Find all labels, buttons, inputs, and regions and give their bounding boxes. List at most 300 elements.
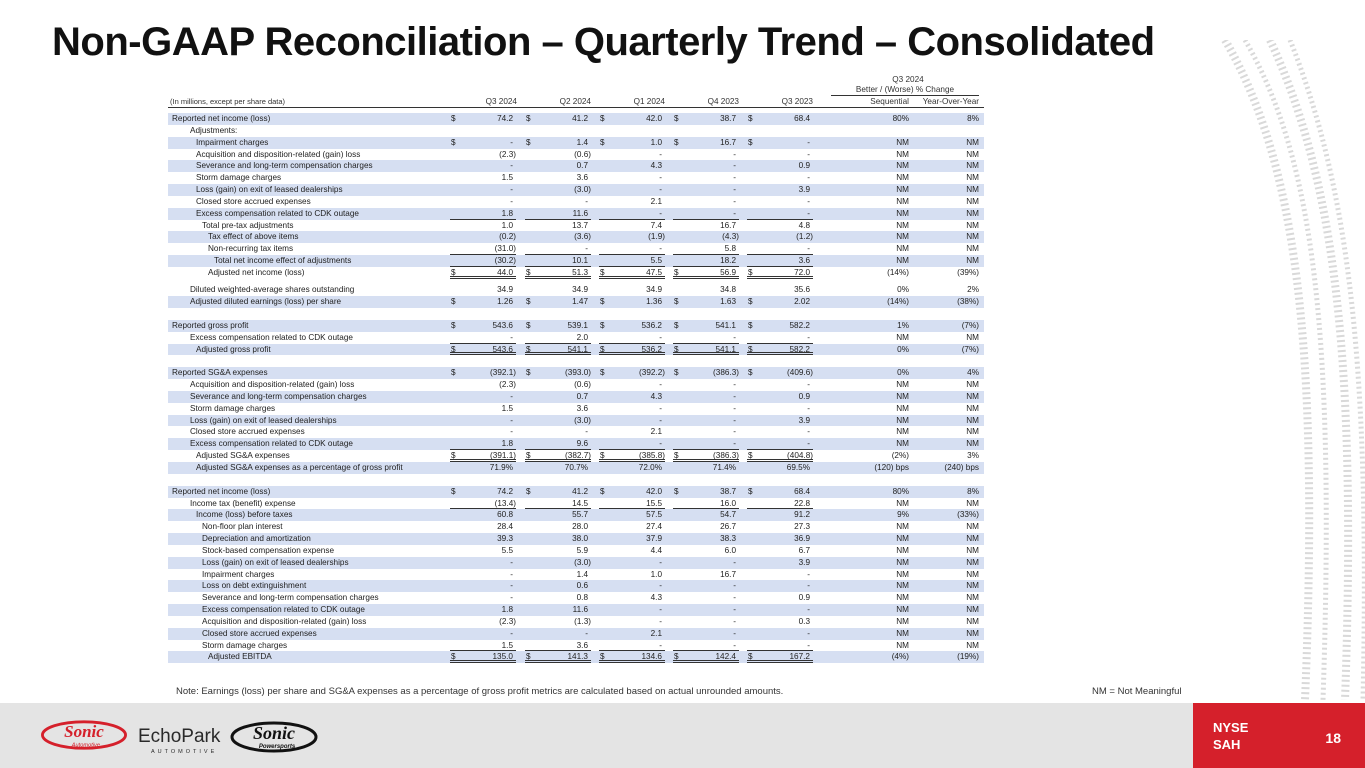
value-cell: 1.5	[501, 403, 513, 413]
value-cell: (2.3)	[499, 149, 516, 159]
table-row	[168, 367, 984, 379]
sequential-change: (14%)	[887, 267, 909, 277]
row-label: Adjusted gross profit	[196, 344, 271, 354]
value-cell: 141.3	[567, 652, 588, 662]
dollar-sign: $	[748, 344, 753, 354]
dollar-sign: $	[451, 368, 456, 378]
value-cell: 5.5	[650, 256, 662, 266]
value-cell: (409.6)	[787, 368, 813, 378]
value-cell: 27.4	[646, 522, 662, 532]
value-cell: -	[510, 593, 513, 603]
row-label: Total net income effect of adjustments	[214, 256, 352, 266]
year-over-year-change: NM	[966, 545, 979, 555]
sequential-change: NM	[896, 534, 909, 544]
dollar-sign: $	[748, 297, 753, 307]
value-cell: -	[510, 196, 513, 206]
value-cell: -	[659, 581, 662, 591]
value-cell: -	[659, 244, 662, 254]
row-label: Diluted weighted-average shares outstanding	[190, 285, 355, 295]
value-cell: 1.47	[572, 297, 588, 307]
year-over-year-change: (38%)	[957, 297, 979, 307]
sonic-logo-text: Sonic	[64, 721, 104, 741]
row-label: Reported gross profit	[172, 320, 249, 330]
value-cell: 69.5%	[786, 462, 810, 472]
sequential-change: NM	[896, 593, 909, 603]
row-label: Adjusted diluted earnings (loss) per share	[190, 297, 342, 307]
value-cell: 44.0	[497, 267, 513, 277]
value-cell: 47.5	[646, 267, 662, 277]
value-cell: 41.2	[572, 486, 588, 496]
column-header: Sequential	[870, 97, 909, 106]
row-label: Severance and long-term compensation charges	[190, 391, 367, 401]
sequential-change: NM	[896, 403, 909, 413]
value-cell: 582.2	[789, 344, 810, 354]
value-cell: 74.2	[497, 486, 513, 496]
nm-footnote: NM = Not Meaningful	[1092, 686, 1182, 697]
row-label: Excess compensation related to CDK outage	[190, 332, 353, 342]
column-header: Year-Over-Year	[922, 97, 979, 106]
value-cell: 38.3	[720, 534, 736, 544]
table-row	[168, 403, 984, 415]
dollar-sign: $	[451, 486, 456, 496]
table-row	[168, 125, 984, 137]
dollar-sign: $	[600, 320, 605, 330]
table-row	[168, 521, 984, 533]
sequential-change: NM	[896, 332, 909, 342]
table-row	[168, 220, 984, 232]
value-cell: 28.0	[572, 522, 588, 532]
value-cell: -	[733, 173, 736, 183]
value-cell: -	[585, 427, 588, 437]
year-over-year-change: NM	[966, 220, 979, 230]
year-over-year-change: 8%	[967, 114, 979, 123]
year-over-year-change: NM	[966, 628, 979, 638]
row-label: Adjusted net income (loss)	[208, 267, 305, 277]
table-row	[168, 557, 984, 569]
dollar-sign: $	[600, 486, 605, 496]
echopark-logo	[138, 722, 222, 756]
value-cell: 541.1	[567, 344, 588, 354]
value-cell: -	[585, 196, 588, 206]
value-cell: 34.9	[646, 285, 662, 295]
dollar-sign: $	[674, 652, 679, 662]
year-over-year-change: (7%)	[961, 344, 979, 354]
sequential-change: NM	[896, 232, 909, 242]
table-row	[168, 243, 984, 255]
value-cell: 539.1	[567, 320, 588, 330]
table-row	[168, 580, 984, 592]
sequential-change: NM	[896, 208, 909, 218]
sequential-change: NM	[896, 244, 909, 254]
spacer-row	[168, 355, 984, 367]
value-cell: -	[659, 640, 662, 650]
value-cell: (1.2)	[796, 232, 813, 242]
sequential-change: NM	[896, 149, 909, 159]
sequential-change: (4%)	[891, 652, 909, 662]
year-over-year-change: NM	[966, 403, 979, 413]
value-cell: -	[733, 185, 736, 195]
value-cell: -	[659, 415, 662, 425]
value-cell: 51.3	[572, 267, 588, 277]
dollar-sign: $	[674, 368, 679, 378]
value-cell: (3.0)	[574, 415, 591, 425]
table-row	[168, 604, 984, 616]
value-cell: 5.9	[576, 545, 588, 555]
year-over-year-change: NM	[966, 208, 979, 218]
table-row	[168, 616, 984, 628]
table-row	[168, 498, 984, 510]
table-body	[168, 113, 984, 663]
row-label: Impairment charges	[202, 569, 275, 579]
table-row	[168, 651, 984, 663]
sequential-change: (2%)	[891, 451, 909, 461]
year-over-year-change: (33%)	[957, 510, 979, 520]
row-label: Income (loss) before taxes	[196, 510, 293, 520]
sequential-change: 80%	[892, 486, 909, 496]
row-label: Adjusted SG&A expenses as a percentage of gross profit	[196, 462, 403, 472]
dollar-sign: $	[748, 267, 753, 277]
value-cell: 56.9	[720, 267, 736, 277]
value-cell: -	[733, 196, 736, 206]
year-over-year-change: 4%	[967, 368, 979, 378]
dollar-sign: $	[674, 344, 679, 354]
year-over-year-change: (7%)	[961, 320, 979, 330]
row-label: Loss (gain) on exit of leased dealerships	[196, 185, 343, 195]
value-cell: -	[733, 439, 736, 449]
year-over-year-change: NM	[966, 439, 979, 449]
value-cell: 1.5	[501, 640, 513, 650]
value-cell: -	[659, 185, 662, 195]
value-cell: -	[510, 391, 513, 401]
dollar-sign: $	[451, 451, 456, 461]
value-cell: 42.0	[646, 486, 662, 496]
value-cell: 543.6	[492, 320, 513, 330]
value-cell: 39.3	[497, 534, 513, 544]
value-cell: (2.3)	[499, 380, 516, 390]
sequential-change: 0%	[897, 285, 909, 295]
value-cell: -	[510, 581, 513, 591]
value-cell: 0.9	[798, 161, 810, 171]
value-cell: -	[510, 185, 513, 195]
dollar-sign: $	[748, 368, 753, 378]
value-cell: -	[807, 403, 810, 413]
row-label: Loss (gain) on exit of leased dealerships	[202, 557, 349, 567]
year-over-year-change: (240) bps	[944, 462, 979, 472]
value-cell: 3.9	[798, 185, 810, 195]
value-cell: (3.6)	[574, 232, 591, 242]
dollar-sign: $	[526, 368, 531, 378]
dollar-sign: $	[526, 451, 531, 461]
value-cell: 0.6	[576, 581, 588, 591]
value-cell: -	[807, 427, 810, 437]
year-over-year-change: NM	[966, 640, 979, 650]
ticker-label	[1213, 719, 1248, 753]
dollar-sign: $	[674, 297, 679, 307]
value-cell: -	[733, 403, 736, 413]
echopark-logo-text: EchoPark	[138, 726, 221, 747]
table-row	[168, 320, 984, 332]
table-row	[168, 149, 984, 161]
value-cell: -	[733, 332, 736, 342]
value-cell: 134.6	[641, 652, 662, 662]
dollar-sign: $	[674, 137, 679, 147]
value-cell: 3.6	[576, 640, 588, 650]
value-cell: -	[733, 616, 736, 626]
sequential-change: 0%	[897, 344, 909, 354]
value-cell: 38.0	[572, 534, 588, 544]
row-label: Acquisition and disposition-related (gain) loss	[190, 380, 355, 390]
value-cell: 1.0	[650, 569, 662, 579]
value-cell: (4.3)	[722, 232, 739, 242]
value-cell: 11.6	[572, 605, 588, 615]
row-label: Storm damage charges	[202, 640, 288, 650]
value-cell: 72.0	[794, 267, 810, 277]
row-label: Storm damage charges	[196, 173, 282, 183]
value-cell: -	[510, 427, 513, 437]
spacer-row	[168, 308, 984, 320]
table-row	[168, 438, 984, 450]
year-over-year-change: NM	[966, 256, 979, 266]
value-cell: 14.5	[572, 498, 588, 508]
dollar-sign: $	[526, 652, 531, 662]
powersports-logo-subtext: Powersports	[258, 744, 296, 750]
dollar-sign: $	[451, 344, 456, 354]
table-row	[168, 196, 984, 208]
page-title: Non-GAAP Reconciliation – Quarterly Trend – Consolidated	[52, 20, 1155, 64]
year-over-year-change: 3%	[967, 451, 979, 461]
value-cell: -	[659, 403, 662, 413]
value-cell: 34.8	[720, 285, 736, 295]
value-cell: 55.7	[572, 510, 588, 520]
value-cell: -	[510, 557, 513, 567]
year-over-year-change: (39%)	[957, 267, 979, 277]
year-over-year-change: 2%	[967, 285, 979, 295]
value-cell: 68.4	[794, 486, 810, 496]
value-cell: -	[807, 605, 810, 615]
powersports-logo-text: Sonic	[252, 723, 296, 743]
table-row	[168, 284, 984, 296]
row-label: Adjusted EBITDA	[208, 652, 272, 662]
year-over-year-change: NM	[966, 498, 979, 508]
sequential-change: NM	[896, 391, 909, 401]
year-over-year-change: NM	[966, 534, 979, 544]
value-cell: -	[733, 427, 736, 437]
change-header: Better / (Worse) % Change	[831, 85, 979, 96]
table-row	[168, 509, 984, 521]
value-cell: 91.2	[794, 510, 810, 520]
column-header: Q1 2024	[633, 97, 665, 106]
value-cell: -	[733, 605, 736, 615]
value-cell: -	[659, 380, 662, 390]
table-row	[168, 462, 984, 474]
table-row	[168, 113, 984, 125]
value-cell: -	[733, 628, 736, 638]
sequential-change: NM	[896, 616, 909, 626]
value-cell: 37.9	[646, 534, 662, 544]
value-cell: 10.1	[572, 256, 588, 266]
value-cell: 34.9	[572, 285, 588, 295]
value-cell: -	[807, 137, 810, 147]
value-cell: (393.0)	[565, 368, 591, 378]
dollar-sign: $	[451, 652, 456, 662]
table-row	[168, 184, 984, 196]
table-row	[168, 296, 984, 308]
value-cell: -	[659, 173, 662, 183]
value-cell: 1.63	[720, 297, 736, 307]
value-cell: 0.9	[798, 391, 810, 401]
value-cell: 536.2	[641, 320, 662, 330]
table-row	[168, 415, 984, 427]
sequential-change: 0%	[897, 368, 909, 378]
value-cell: -	[659, 616, 662, 626]
value-cell: 28.4	[497, 522, 513, 532]
value-cell: -	[733, 415, 736, 425]
value-cell: 4.4	[650, 545, 662, 555]
sequential-change: NM	[896, 522, 909, 532]
value-cell: (31.0)	[494, 244, 516, 254]
value-cell: 142.4	[715, 652, 736, 662]
dollar-sign: $	[748, 114, 753, 123]
sequential-change: 1%	[897, 320, 909, 330]
table-row	[168, 160, 984, 172]
year-over-year-change: NM	[966, 581, 979, 591]
units-label: (In millions, except per share data)	[170, 97, 286, 106]
row-label: Severance and long-term compensation charges	[202, 593, 379, 603]
value-cell: 4.3	[650, 391, 662, 401]
value-cell: -	[807, 173, 810, 183]
value-cell: -	[807, 581, 810, 591]
dollar-sign: $	[600, 344, 605, 354]
year-over-year-change: NM	[966, 149, 979, 159]
column-header: Q4 2023	[707, 97, 739, 106]
sequential-change: NM	[896, 161, 909, 171]
value-cell: 6.7	[798, 545, 810, 555]
value-cell: 1.5	[501, 173, 513, 183]
value-cell: 1.8	[501, 439, 513, 449]
value-cell: -	[807, 208, 810, 218]
table-row	[168, 640, 984, 652]
value-cell: (386.3)	[713, 368, 739, 378]
value-cell: 36.9	[794, 534, 810, 544]
value-cell: 15.5	[646, 498, 662, 508]
value-cell: 41.2	[572, 114, 588, 123]
value-cell: (30.2)	[494, 256, 516, 266]
value-cell: 5.5	[501, 545, 513, 555]
value-cell: (0.6)	[574, 380, 591, 390]
value-cell: -	[510, 628, 513, 638]
sequential-change: NM	[896, 498, 909, 508]
value-cell: 0.3	[798, 616, 810, 626]
sequential-change: NM	[896, 137, 909, 147]
value-cell: 3.9	[798, 557, 810, 567]
dollar-sign: $	[674, 320, 679, 330]
row-label: Loss on debt extinguishment	[202, 581, 307, 591]
period-header: Q3 2024	[892, 75, 924, 84]
row-label: Severance and long-term compensation charges	[196, 161, 373, 171]
year-over-year-change: (19%)	[957, 652, 979, 662]
value-cell: 22.8	[794, 498, 810, 508]
value-cell: -	[807, 196, 810, 206]
value-cell: 42.0	[646, 114, 662, 123]
dollar-sign: $	[674, 114, 679, 123]
spacer-row	[168, 474, 984, 486]
value-cell: (392.1)	[490, 368, 516, 378]
value-cell: 0.8	[576, 593, 588, 603]
footnote: Note: Earnings (loss) per share and SG&A expenses as a percentage of gross profit metrics are calculated based on actual unrounded amounts.	[176, 686, 784, 697]
year-over-year-change: NM	[966, 196, 979, 206]
value-cell: 3.9	[798, 415, 810, 425]
value-cell: 9.6	[576, 439, 588, 449]
dollar-sign: $	[451, 267, 456, 277]
dollar-sign: $	[526, 114, 531, 123]
row-label: Depreciation and amortization	[202, 534, 311, 544]
value-cell: 16.7	[720, 137, 736, 147]
value-cell: (1.9)	[648, 232, 665, 242]
dollar-sign: $	[526, 320, 531, 330]
value-cell: (0.6)	[574, 149, 591, 159]
value-cell: (1.3)	[574, 616, 591, 626]
value-cell: -	[659, 149, 662, 159]
value-cell: -	[733, 581, 736, 591]
row-label: Storm damage charges	[190, 403, 276, 413]
sequential-change: NM	[896, 628, 909, 638]
row-label: Total pre-tax adjustments	[202, 220, 294, 230]
sequential-change: 9%	[897, 510, 909, 520]
echopark-logo-subtext: AUTOMOTIVE	[151, 749, 218, 755]
row-label: Loss (gain) on exit of leased dealerships	[190, 415, 337, 425]
value-cell: 543.6	[492, 344, 513, 354]
sequential-change: 80%	[892, 114, 909, 123]
ticker-box	[1193, 703, 1365, 768]
row-label: Adjustments:	[190, 125, 238, 135]
value-cell: 68.4	[794, 114, 810, 123]
value-cell: (404.8)	[787, 451, 813, 461]
value-cell: 6.0	[724, 545, 736, 555]
dollar-sign: $	[600, 652, 605, 662]
value-cell: -	[659, 439, 662, 449]
year-over-year-change: NM	[966, 380, 979, 390]
year-over-year-change: NM	[966, 185, 979, 195]
row-label: Non-recurring tax items	[208, 244, 294, 254]
row-label: Reported net income (loss)	[172, 486, 271, 496]
value-cell: -	[733, 149, 736, 159]
table-row	[168, 569, 984, 581]
reconciliation-table	[168, 74, 984, 663]
value-cell: 11.6	[572, 208, 588, 218]
sequential-change: NM	[896, 427, 909, 437]
sequential-change: NM	[896, 256, 909, 266]
value-cell: 1.26	[497, 297, 513, 307]
value-cell: -	[807, 569, 810, 579]
value-cell: 16.0	[720, 498, 736, 508]
value-cell: 536.2	[641, 344, 662, 354]
sequential-change: NM	[896, 569, 909, 579]
value-cell: 1.8	[501, 605, 513, 615]
row-label: Closed store accrued expenses	[196, 196, 311, 206]
value-cell: 3.6	[576, 173, 588, 183]
value-cell: 1.0	[501, 220, 513, 230]
value-cell: -	[733, 593, 736, 603]
table-row	[168, 592, 984, 604]
value-cell: 16.7	[720, 220, 736, 230]
year-over-year-change: NM	[966, 161, 979, 171]
dollar-sign: $	[600, 267, 605, 277]
row-label: Income tax (benefit) expense	[190, 498, 296, 508]
dollar-sign: $	[748, 320, 753, 330]
value-cell: 70.7%	[564, 462, 588, 472]
value-cell: -	[659, 332, 662, 342]
value-cell: 2.02	[794, 297, 810, 307]
